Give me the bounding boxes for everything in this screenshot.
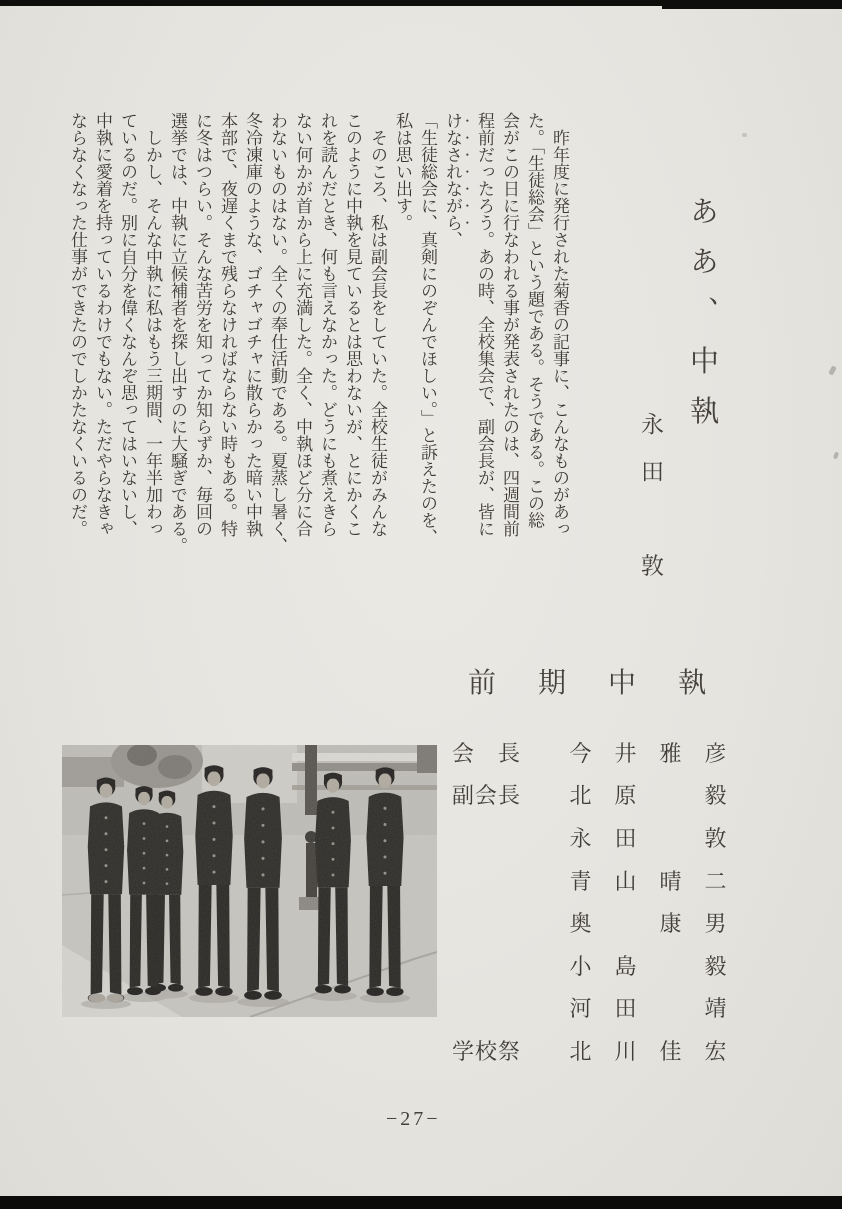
text-column: 会がこの日に行なわれる事が発表されたのは、四週間前 [500,112,519,537]
text-column: 本部で、夜遅くまで残らなければならない時もある。特 [218,112,237,537]
roster-name-char: 島 [614,953,637,979]
roster-row [452,987,738,1030]
text-column: 「生徒総会に、真剣にのぞんでほしい。」と訴えたのを、 [418,112,437,546]
roster-row [452,1029,738,1072]
roster-name-char: 毅 [704,953,727,979]
roster-name-char: 彦 [704,740,727,766]
roster-row [452,774,738,817]
roster-name-char: 井 [614,740,637,766]
group-photo [62,745,437,1017]
roster-name-char: 男 [704,911,727,937]
roster-name-char: 川 [614,1038,637,1064]
roster-name-char: 毅 [704,783,727,809]
roster-name-char: 青 [569,868,592,894]
roster-name-char: 田 [614,825,637,851]
text-column: た。「生徒総会」という題である。そうである。この総 [525,112,544,529]
roster-name-char: 今 [569,740,592,766]
text-column: わないものはない。全くの奉仕活動である。夏蒸し暑く、 [268,112,287,554]
article-columns [68,112,572,562]
text-column: 冬冷凍庫のような、ゴチャゴチャに散らかった暗い中執 [243,112,262,537]
roster-row [452,901,738,944]
roster-rows [452,731,738,1072]
roster-name-char: 晴 [659,868,682,894]
roster-row [452,816,738,859]
text-column: 程前だったろう。あの時、全校集会で、副会長が、皆に [475,112,494,537]
roster-role: 副会長 [452,783,522,809]
roster-row [452,859,738,902]
roster-name-char: 田 [614,996,637,1022]
text-column: そのころ、私は副会長をしていた。全校生徒がみんな [368,112,387,537]
text-column: 昨年度に発行された菊香の記事に、こんなものがあっ [550,112,569,537]
text-column: ない何かが首から上に充満した。全く、中執ほど分に合 [293,112,312,537]
text-column: このように中執を見ているとは思わないが、とにかくこ [343,112,362,537]
page-number: −27− [386,1108,441,1130]
roster-name-char: 敦 [704,825,727,851]
roster-row [452,731,738,774]
roster-name-char: 康 [659,911,682,937]
emphasized-text: けなされながら [443,112,462,231]
scan-edge-bottom [0,1196,842,1209]
text-column: けなされながら、 [443,112,462,248]
roster-name-char: 小 [569,953,592,979]
scan-edge-top [0,0,842,6]
roster-name-char: 奥 [569,911,592,937]
roster-row [452,944,738,987]
roster-name-char: 原 [614,783,637,809]
roster-name-char: 雅 [659,740,682,766]
article-title: ああ、中執 [686,196,718,446]
text-column: 私は思い出す。 [393,112,412,231]
roster-heading: 前期中執 [468,668,749,699]
roster-role: 学校祭 [452,1038,522,1064]
roster-name-char: 北 [569,1038,592,1064]
text-column: 中執に愛着を持っているわけでもない。ただやらなきゃ [93,112,112,537]
text-column: しかし、そんな中執に私はもう三期間、一年半加わっ [143,112,162,537]
scan-speck [833,452,839,460]
photo-grain [62,745,437,1017]
roster-name-char: 永 [569,825,592,851]
text-column: ならなくなった仕事ができたのでしかたなくいるのだ。 [68,112,87,537]
article-author: 永田 敦 [638,412,663,601]
roster-name-char: 靖 [704,996,727,1022]
roster-name-char: 河 [569,996,592,1022]
text-column: 選挙では、中執に立候補者を探し出すのに大騒ぎである。 [168,112,187,554]
scan-speck [742,133,747,137]
scan-speck [828,365,837,375]
roster-name-char: 佳 [659,1038,682,1064]
text-column: れを読んだとき、何も言えなかった。どうにも煮えきら [318,112,337,537]
roster-name-char: 北 [569,783,592,809]
text-column: ているのだ。別に自分を偉くなんぞ思ってはいないし、 [118,112,137,537]
roster-name-char: 二 [704,868,727,894]
roster-name-char: 宏 [704,1038,727,1064]
roster-role: 会 長 [452,740,522,766]
roster-name-char: 山 [614,868,637,894]
text-column: に冬はつらい。そんな苦労を知ってか知らずか、毎回の [193,112,212,537]
